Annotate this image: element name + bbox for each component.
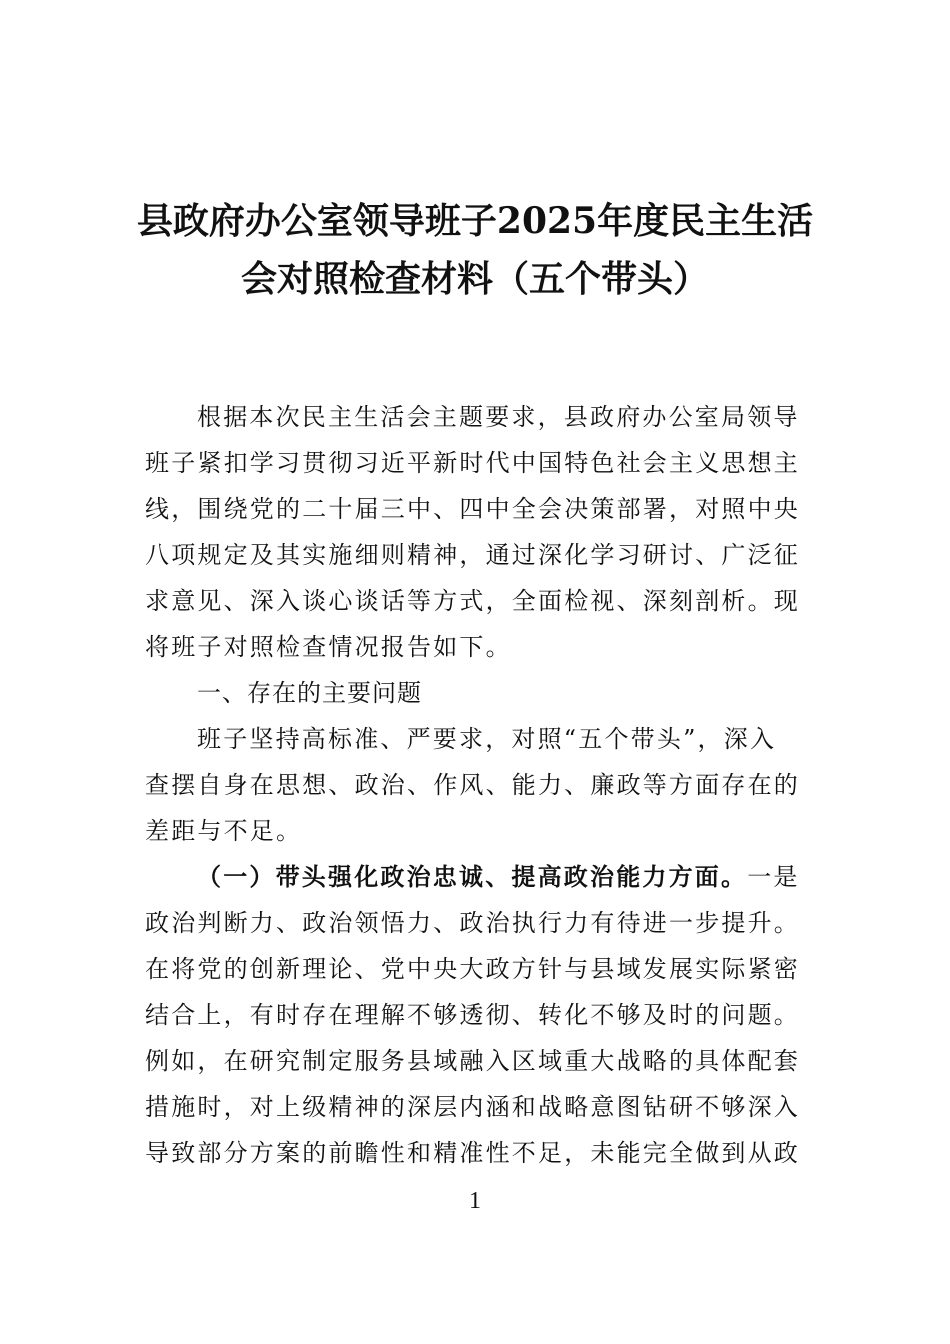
section-line: 查摆自身在思想、政治、作风、能力、廉政等方面存在的	[145, 771, 800, 799]
page-number: 1	[469, 1188, 481, 1214]
subsection-first-tail: 一是	[747, 863, 800, 891]
subsection-line: 例如，在研究制定服务县域融入区域重大战略的具体配套	[145, 1047, 800, 1075]
intro-line: 求意见、深入谈心谈话等方式，全面检视、深刻剖析。现	[145, 587, 800, 615]
subsection-line: 措施时，对上级精神的深层内涵和战略意图钻研不够深入	[145, 1093, 800, 1121]
intro-line: 八项规定及其实施细则精神，通过深化学习研讨、广泛征	[145, 541, 800, 569]
title-line-1: 县政府办公室领导班子2025年度民主生活	[136, 200, 814, 242]
subsection-line: 导致部分方案的前瞻性和精准性不足，未能完全做到从政	[145, 1139, 800, 1167]
section-heading: 一、存在的主要问题	[197, 679, 422, 707]
intro-line: 班子紧扣学习贯彻习近平新时代中国特色社会主义思想主	[145, 449, 800, 477]
subsection-line: 在将党的创新理论、党中央大政方针与县域发展实际紧密	[145, 955, 800, 983]
intro-line: 根据本次民主生活会主题要求，县政府办公室局领导	[197, 403, 800, 431]
subsection-first-line	[145, 854, 807, 900]
section-line: 差距与不足。	[145, 817, 303, 845]
subsection-line: 结合上，有时存在理解不够透彻、转化不够及时的问题。	[145, 1001, 800, 1029]
section-line: 班子坚持高标准、严要求，对照“五个带头”，深入	[197, 725, 777, 753]
document-title	[120, 192, 830, 308]
subsection-heading: （一）带头强化政治忠诚、提高政治能力方面。	[197, 862, 748, 891]
subsection-line: 政治判断力、政治领悟力、政治执行力有待进一步提升。	[145, 909, 800, 937]
title-line-2: 会对照检查材料（五个带头）	[240, 258, 709, 300]
intro-line: 将班子对照检查情况报告如下。	[145, 633, 512, 661]
intro-line: 线，围绕党的二十届三中、四中全会决策部署，对照中央	[145, 495, 800, 523]
document-body	[145, 394, 807, 1176]
